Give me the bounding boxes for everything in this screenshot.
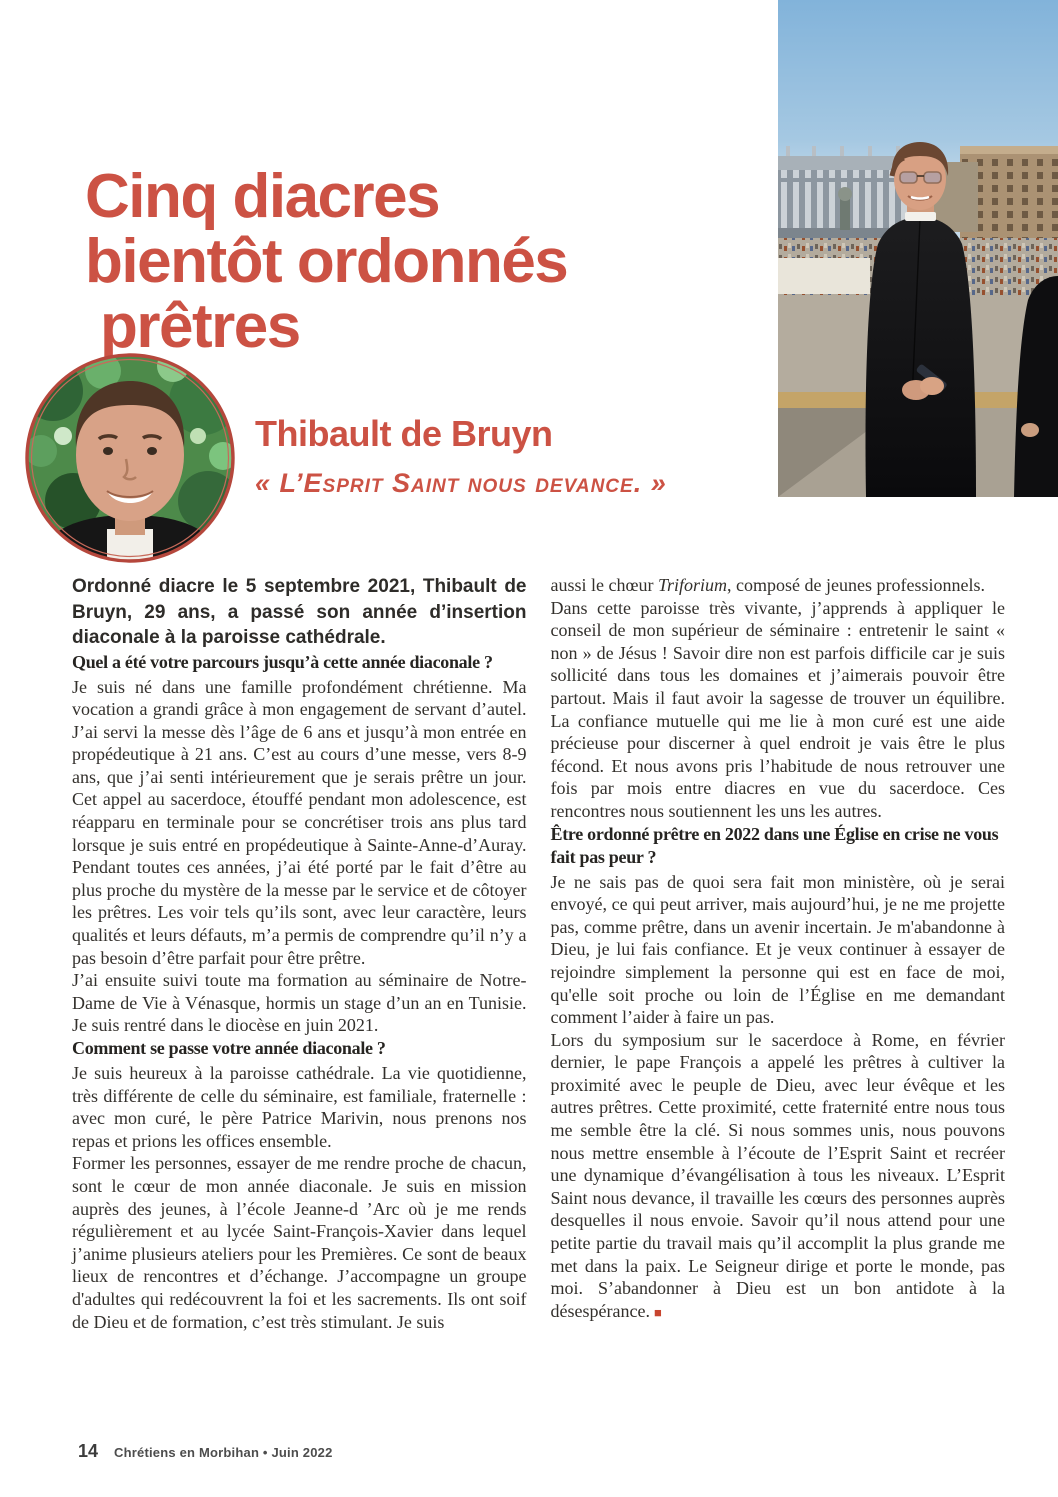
- interview-question: Quel a été votre parcours jusqu’à cette année diaconale ?: [72, 651, 493, 672]
- page-title-line: Cinq diacres: [85, 161, 440, 231]
- interview-question: Comment se passe votre année diaconale ?: [72, 1038, 386, 1058]
- article-paragraph: Former les personnes, essayer de me rendre proche de chacun, sont le cœur de mon année diaconale. Je suis en mission auprès des jeunes, à l’école Jeanne-d ’Arc où je me rends régulièrement et au lycée Saint-François-Xavier dans lequel j’anime plusieurs ateliers pour les Premières. Ce sont de beaux lieux de rencontres et d’échange. J’accompagne un groupe d'adultes qui redécouvrent la foi et les sacrements. Ils ont soif de Dieu et de formation, c’est très stimulant. Je suis: [72, 1153, 527, 1332]
- page-title-line: prêtres: [100, 291, 300, 361]
- page-footer: [78, 1441, 333, 1462]
- article-paragraph: Dans cette paroisse très vivante, j’apprends à appliquer le conseil de mon supérieur de séminaire : entretenir le saint « non » de Jésus ! Savoir dire non est parfois difficile car je suis sollicité dans tous les domaines et j’aimerais pouvoir être partout. Mais il faut avoir la sagesse de trouver un équilibre. La confiance mutuelle qui me lie à mon curé est une aide précieuse pour discerner à quel endroit je vais être le plus fécond. Et nous avons pris l’habitude de nous retrouver une fois par mois entre diacres en vue du sacerdoce. Ces rencontres nous soutiennent les uns les autres.: [550, 597, 1005, 821]
- article-end-mark: ■: [653, 1304, 662, 1320]
- page-number: 14: [78, 1441, 99, 1461]
- profile-quote: « L’Esprit Saint nous devance. »: [255, 468, 667, 498]
- article-column-1: [72, 574, 527, 1333]
- thibault-portrait-photo: [23, 351, 237, 565]
- article-paragraph: aussi le chœur Triforium, composé de jeunes professionnels.: [550, 575, 985, 595]
- article-body: [72, 574, 1005, 1333]
- profile-name: Thibault de Bruyn: [255, 413, 553, 454]
- st-peters-square-photo: [778, 0, 1058, 497]
- article-paragraph: Lors du symposium sur le sacerdoce à Rome, en février dernier, le pape François a appelé les prêtres à cultiver la proximité avec le peuple de Dieu, avec leur évêque et les autres prêtres. Cette proximité, cette fraternité entre nous tous me semble être la clé. Si nous sommes unis, nous pouvons nous mettre ensemble à l’écoute de l’Esprit Saint et recréer une dynamique d’évangélisation à tous les niveaux. L’Esprit Saint nous devance, il travaille les cœurs des personnes auprès desquelles il nous envoie. Savoir qu’il nous attend pour une petite partie du travail mais qu’il accomplit la plus grande me met dans la paix. Le Seigneur dirige et porte le monde, pas moi. S’abandonner à Dieu est un bon antidote à la désespérance. ■: [550, 1029, 1005, 1321]
- hero-photo: [778, 0, 1058, 497]
- profile-header: [255, 414, 815, 498]
- page-title: [85, 161, 568, 361]
- article-paragraph: Je suis né dans une famille profondément chrétienne. Ma vocation a grandi grâce à mon engagement de servant d’autel. J’ai servi la messe dès l’âge de 6 ans et jusqu’à mon entrée en propédeutique à 21 ans. C’est au cours d’une messe, vers 8-9 ans, que j’ai senti intérieurement que je serais prêtre un jour. Cet appel au sacerdoce, étouffé pendant mon adolescence, est réapparu en terminale pour se concrétiser trois ans plus tard lorsque je suis entré en propédeutique à Sainte-Anne-d’Auray. Pendant toutes ces années, j’ai été porté par le fait d’être au plus proche du mystère de la messe par le service et de côtoyer les prêtres. Les voir tels qu’ils sont, avec leur caractère, leurs qualités et leurs défauts, m’a permis de comprendre qu’il n’y a pas besoin d’être parfait pour être prêtre.: [72, 676, 527, 968]
- article-paragraph: Je ne sais pas de quoi sera fait mon ministère, où je serai envoyé, ce qui peut arriver, mais aujourd’hui, je ne me projette pas, comme prêtre, dans un avenir incertain. Je m'abandonne à Dieu, je lui fais confiance. Et je veux continuer à essayer de rejoindre simplement la personne qui est en face de moi, qu'elle soit proche ou loin de l’Église en me demandant comment l’aider à faire un pas.: [550, 871, 1005, 1028]
- article-paragraph: Je suis heureux à la paroisse cathédrale. La vie quotidienne, très différente de celle du séminaire, est familiale, fraternelle : avec mon curé, le père Patrice Marivin, nous prenons nos repas et prions les offices ensemble.: [72, 1063, 527, 1151]
- article-column-2: [551, 574, 1006, 1333]
- article-intro: Ordonné diacre le 5 septembre 2021, Thibault de Bruyn, 29 ans, a passé son année d’insertion diaconale à la paroisse cathédrale.: [72, 576, 527, 648]
- interview-question: Être ordonné prêtre en 2022 dans une Église en crise ne vous fait pas peur ?: [550, 823, 999, 867]
- article-paragraph: J’ai ensuite suivi toute ma formation au séminaire de Notre-Dame de Vie à Vénasque, hormis un stage d’un an en Tunisie. Je suis rentré dans le diocèse en juin 2021.: [72, 970, 527, 1036]
- page-title-line: bientôt ordonnés: [85, 226, 568, 296]
- magazine-issue-label: Chrétiens en Morbihan • Juin 2022: [114, 1445, 333, 1460]
- portrait-photo: [23, 351, 237, 565]
